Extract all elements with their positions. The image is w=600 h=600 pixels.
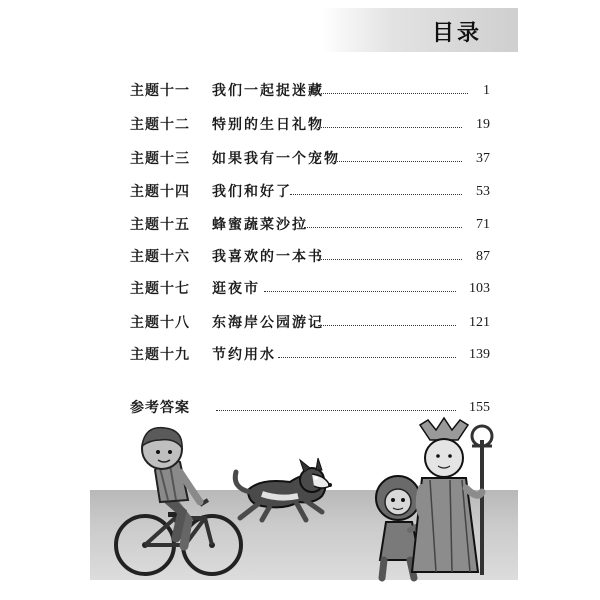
toc-theme: 主题十七 <box>130 281 190 297</box>
toc-title: 我们一起捉迷藏 <box>212 83 324 99</box>
page-title: 目录 <box>432 21 483 46</box>
toc-page-number: 37 <box>476 151 490 166</box>
toc-page-number: 121 <box>469 315 490 330</box>
toc-page-number: 139 <box>469 347 490 362</box>
toc-theme: 主题十一 <box>130 83 190 99</box>
toc-theme: 主题十八 <box>130 315 190 331</box>
toc-page-number: 1 <box>483 83 490 98</box>
toc-theme: 主题十三 <box>130 151 190 167</box>
monk-with-staff-icon <box>412 418 492 575</box>
toc-page-number: 155 <box>469 400 490 415</box>
running-dog-icon <box>235 458 332 520</box>
toc-page-number: 53 <box>476 184 490 199</box>
toc-title: 我喜欢的一本书 <box>212 249 324 265</box>
toc-page-number: 19 <box>476 117 490 132</box>
boy-on-bicycle-icon <box>116 428 241 574</box>
toc-page-number: 71 <box>476 217 490 232</box>
toc-title: 特别的生日礼物 <box>212 117 324 133</box>
toc-title: 蜂蜜蔬菜沙拉 <box>212 217 308 233</box>
toc-title: 节约用水 <box>212 347 276 363</box>
toc-theme: 主题十四 <box>130 184 190 200</box>
toc-title: 如果我有一个宠物 <box>212 151 340 167</box>
toc-title: 逛夜市 <box>212 281 260 297</box>
toc-theme: 主题十五 <box>130 217 190 233</box>
toc-answers-label: 参考答案 <box>130 400 190 416</box>
toc-title: 东海岸公园游记 <box>212 315 324 331</box>
toc-theme: 主题十六 <box>130 249 190 265</box>
toc-theme: 主题十二 <box>130 117 190 133</box>
toc-page-number: 103 <box>469 281 490 296</box>
toc-page-number: 87 <box>476 249 490 264</box>
toc-theme: 主题十九 <box>130 347 190 363</box>
toc-title: 我们和好了 <box>212 184 292 200</box>
